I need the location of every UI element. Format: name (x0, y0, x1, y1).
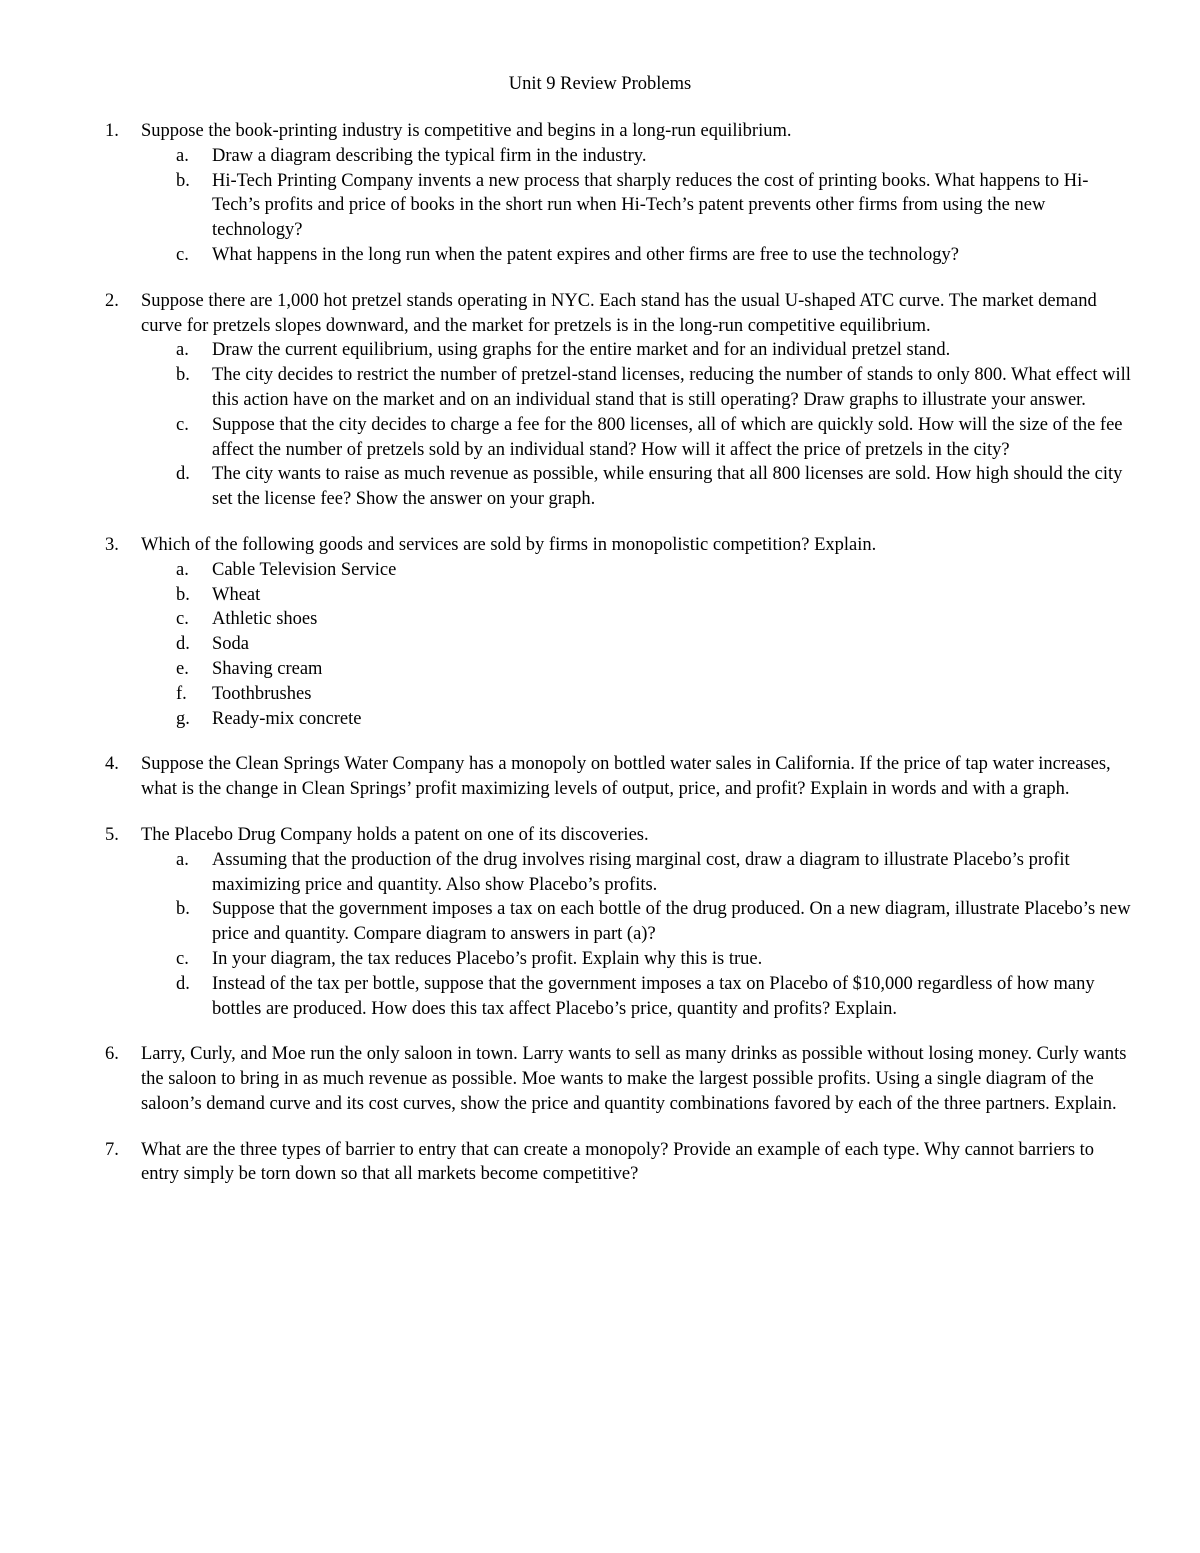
sub-question-text: Ready-mix concrete (212, 708, 362, 729)
sub-question-letter: c. (176, 609, 189, 630)
sub-question-letter: f. (176, 683, 187, 704)
sub-question-letter: a. (176, 340, 189, 361)
sub-question (141, 947, 1134, 972)
sub-question-text: The city wants to raise as much revenue as possible, while ensuring that all 800 licenses are sold. How high should the city set the license fee? Show the answer on your graph. (212, 464, 1123, 510)
problem-number: 2. (105, 290, 119, 311)
sub-question (141, 972, 1134, 1022)
sub-question-text: Assuming that the production of the drug involves rising marginal cost, draw a diagram to illustrate Placebo’s profit maximizing price and quantity. Also show Placebo’s profits. (212, 849, 1070, 895)
sub-question (141, 338, 1134, 363)
sub-question (141, 657, 1134, 682)
sub-question-text: Suppose that the city decides to charge a fee for the 800 licenses, all of which are quickly sold. How will the size of the fee affect the number of pretzels sold by an individual stand? How will it affect the price of pretzels in the city? (212, 414, 1123, 460)
sub-question-text: Athletic shoes (212, 609, 318, 630)
problem-item (0, 533, 1200, 731)
sub-question-letter: d. (176, 634, 190, 655)
sub-question-list (141, 848, 1134, 1022)
sub-question-list (141, 558, 1134, 732)
problem-item (0, 1042, 1200, 1116)
sub-question-letter: d. (176, 973, 190, 994)
problem-number: 3. (105, 534, 119, 555)
sub-question-text: Shaving cream (212, 658, 323, 679)
sub-question (141, 462, 1134, 512)
sub-question (141, 558, 1134, 583)
problem-item (0, 1138, 1200, 1188)
sub-question-letter: a. (176, 559, 189, 580)
sub-question-list (141, 338, 1134, 512)
sub-question-letter: a. (176, 849, 189, 870)
sub-question-letter: b. (176, 899, 190, 920)
sub-question (141, 897, 1134, 947)
sub-question-letter: c. (176, 244, 189, 265)
sub-question (141, 413, 1134, 463)
sub-question-text: Instead of the tax per bottle, suppose that the government imposes a tax on Placebo of $10,000 regardless of how many bottles are produced. How does this tax affect Placebo’s price, quantity and profits? Explain. (212, 973, 1095, 1019)
problem-text: Larry, Curly, and Moe run the only saloon in town. Larry wants to sell as many drinks as possible without losing money. Curly wants the saloon to bring in as much revenue as possible. Moe wants to make the largest possible profits. Using a single diagram of the saloon’s demand curve and its cost curves, show the price and quantity combinations favored by each of the three partners. Explain. (141, 1044, 1127, 1114)
problem-list (0, 119, 1200, 1208)
problem-item (0, 289, 1200, 512)
sub-question (141, 707, 1134, 732)
sub-question-letter: b. (176, 170, 190, 191)
problem-text: Which of the following goods and services are sold by firms in monopolistic competition? Explain. (141, 534, 877, 555)
sub-question (141, 607, 1134, 632)
problem-item (0, 119, 1200, 268)
sub-question (141, 583, 1134, 608)
sub-question-letter: e. (176, 658, 189, 679)
page-title: Unit 9 Review Problems (508, 74, 692, 94)
sub-question-letter: b. (176, 584, 190, 605)
problem-text: Suppose there are 1,000 hot pretzel stands operating in NYC. Each stand has the usual U-shaped ATC curve. The market demand curve for pretzels slopes downward, and the market for pretzels is in the long-run competitive equilibrium. (141, 290, 1097, 336)
sub-question-text: The city decides to restrict the number of pretzel-stand licenses, reducing the number of stands to only 800. What effect will this action have on the market and on an individual stand that is still operating? Draw graphs to illustrate your answer. (212, 365, 1131, 410)
sub-question-letter: b. (176, 365, 190, 386)
sub-question-text: Hi-Tech Printing Company invents a new process that sharply reduces the cost of printing books. What happens to Hi-Tech’s profits and price of books in the short run when Hi-Tech’s patent prevents other firms from using the new technology? (212, 170, 1089, 241)
problem-number: 1. (105, 121, 119, 141)
sub-question (141, 363, 1134, 413)
sub-question-list (141, 144, 1134, 268)
sub-question-text: In your diagram, the tax reduces Placebo’s profit. Explain why this is true. (212, 948, 763, 969)
sub-question (141, 243, 1134, 268)
sub-question-text: Soda (212, 634, 249, 655)
problem-item (0, 823, 1200, 1021)
problem-number: 6. (105, 1044, 119, 1065)
sub-question-text: What happens in the long run when the patent expires and other firms are free to use the technology? (212, 244, 959, 265)
problem-item (0, 752, 1200, 802)
sub-question (141, 632, 1134, 657)
problem-text: The Placebo Drug Company holds a patent on one of its discoveries. (141, 824, 649, 845)
sub-question-text: Toothbrushes (212, 683, 312, 704)
sub-question-letter: g. (176, 708, 190, 729)
problem-text: Suppose the Clean Springs Water Company has a monopoly on bottled water sales in California. If the price of tap water increases, what is the change in Clean Springs’ profit maximizing levels of output, price, and profit? Explain in words and with a graph. (141, 754, 1111, 800)
sub-question-text: Cable Television Service (212, 559, 397, 580)
sub-question-text: Wheat (212, 584, 261, 605)
sub-question (141, 169, 1134, 243)
sub-question-text: Draw a diagram describing the typical firm in the industry. (212, 145, 647, 166)
sub-question-letter: d. (176, 464, 190, 485)
sub-question-letter: c. (176, 414, 189, 435)
sub-question-text: Draw the current equilibrium, using graphs for the entire market and for an individual pretzel stand. (212, 340, 951, 361)
problem-number: 7. (105, 1139, 119, 1160)
sub-question (141, 682, 1134, 707)
sub-question-letter: a. (176, 145, 189, 166)
problem-text: What are the three types of barrier to entry that can create a monopoly? Provide an example of each type. Why cannot barriers to entry simply be torn down so that all markets become competitive? (141, 1139, 1095, 1185)
sub-question-letter: c. (176, 948, 189, 969)
sub-question-text: Suppose that the government imposes a tax on each bottle of the drug produced. On a new diagram, illustrate Placebo’s new price and quantity. Compare diagram to answers in part (a)? (212, 899, 1131, 945)
problem-number: 4. (105, 754, 119, 775)
sub-question (141, 848, 1134, 898)
problem-number: 5. (105, 824, 119, 845)
sub-question (141, 144, 1134, 169)
problem-text: Suppose the book-printing industry is competitive and begins in a long-run equilibrium. (141, 121, 792, 141)
